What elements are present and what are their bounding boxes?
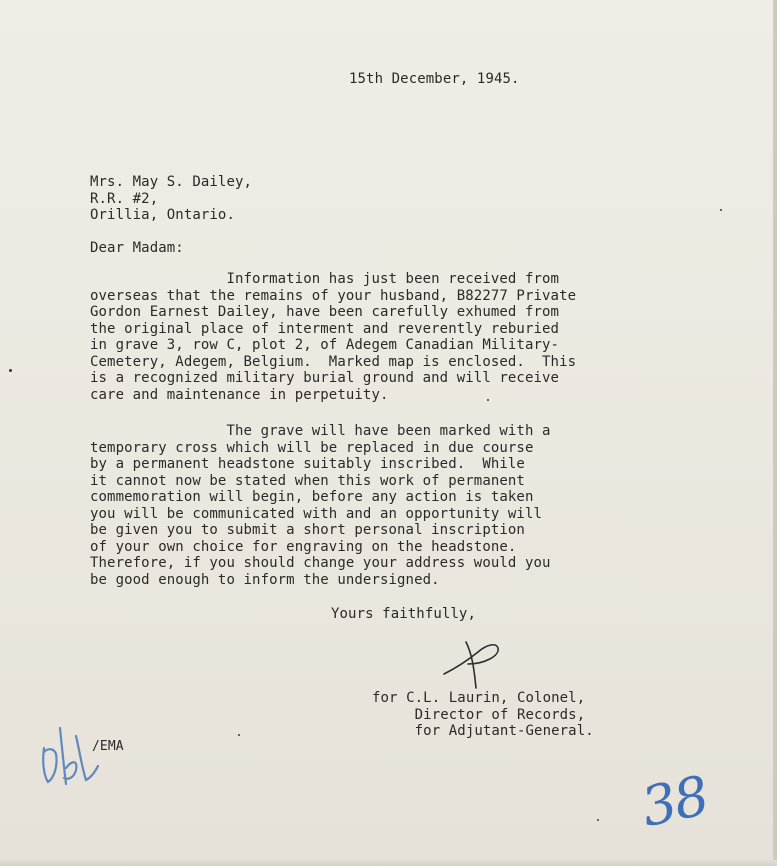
paragraph-line: is a recognized military burial ground and will receive	[90, 370, 560, 386]
handwritten-page-number: 38	[636, 763, 713, 840]
paragraph-line: be given you to submit a short personal inscription	[90, 522, 525, 538]
paragraph-line: Gordon Earnest Dailey, have been carefully exhumed from	[90, 304, 560, 320]
letter-date: 15th December, 1945.	[349, 71, 520, 87]
paragraph-line: The grave will have been marked with a	[90, 423, 551, 439]
paragraph-line: Cemetery, Adegem, Belgium. Marked map is enclosed. This	[90, 353, 577, 370]
signature-block	[372, 690, 594, 740]
paragraph-line: overseas that the remains of your husband, B82277 Private	[90, 287, 577, 304]
paragraph-line: be good enough to inform the undersigned.	[90, 571, 440, 588]
paragraph-line: by a permanent headstone suitably inscribed. While	[90, 456, 525, 472]
signatory-office-line: for Adjutant-General.	[372, 723, 594, 739]
paragraph-line: commemoration will begin, before any action is taken	[90, 489, 534, 505]
signatory-line: for C.L. Laurin, Colonel,	[372, 690, 586, 706]
paper-edge-bottom	[0, 860, 777, 866]
typist-initials: /EMA	[92, 739, 124, 754]
salutation: Dear Madam:	[90, 240, 184, 256]
paragraph-line: temporary cross which will be replaced in due course	[90, 439, 534, 456]
paragraph-line: Therefore, if you should change your address would you	[90, 555, 551, 571]
body-paragraph-1	[90, 271, 576, 403]
paper-edge-right	[773, 0, 777, 866]
handwritten-signature	[438, 634, 518, 694]
paragraph-line: you will be communicated with and an opportunity will	[90, 505, 543, 522]
recipient-address	[90, 174, 252, 224]
paper-speck	[720, 209, 722, 211]
complimentary-closing: Yours faithfully,	[331, 606, 476, 622]
paragraph-line: of your own choice for engraving on the headstone.	[90, 538, 517, 555]
body-paragraph-2	[90, 423, 551, 588]
paper-speck	[487, 399, 489, 401]
paper-speck	[238, 734, 240, 736]
recipient-city-line: Orillia, Ontario.	[90, 207, 235, 223]
paragraph-line: in grave 3, row C, plot 2, of Adegem Canadian Military-	[90, 337, 560, 353]
paragraph-line: the original place of interment and reverently reburied	[90, 320, 560, 337]
signatory-title-line: Director of Records,	[372, 706, 586, 723]
paper-speck	[9, 369, 12, 372]
paragraph-line: Information has just been received from	[90, 271, 560, 287]
paper-speck	[597, 819, 599, 821]
paragraph-line: care and maintenance in perpetuity.	[90, 386, 389, 403]
recipient-name-line: Mrs. May S. Dailey,	[90, 174, 253, 190]
paragraph-line: it cannot now be stated when this work of permanent	[90, 472, 525, 489]
recipient-route-line: R.R. #2,	[90, 190, 159, 207]
